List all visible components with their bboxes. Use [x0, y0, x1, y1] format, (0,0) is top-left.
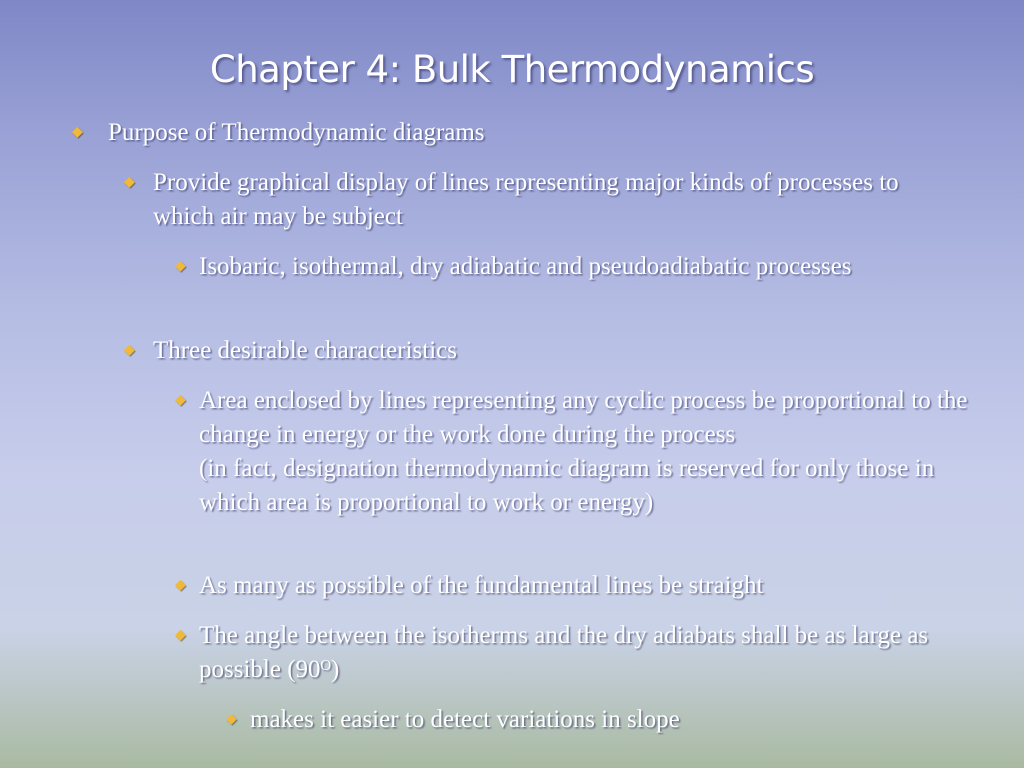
bullet-item: [124, 166, 954, 234]
bullet-text: makes it easier to detect variations in slope: [250, 706, 680, 733]
diamond-bullet-icon: ◆: [175, 259, 186, 274]
bullet-item: [72, 116, 972, 150]
bullet-text: The angle between the isotherms and the dry adiabats shall be as large as possible (90ᴼ): [199, 622, 929, 683]
bullet-text: As many as possible of the fundamental lines be straight: [199, 572, 764, 599]
bullet-text: Purpose of Thermodynamic diagrams: [108, 119, 485, 146]
bullet-text: Three desirable characteristics: [153, 337, 457, 364]
bullet-item: [175, 250, 965, 284]
diamond-bullet-icon: ◆: [124, 343, 135, 358]
bullet-text: Area enclosed by lines representing any cyclic process be proportional to the change in energy or the work done during the process: [199, 387, 968, 448]
diamond-bullet-icon: ◆: [124, 175, 135, 190]
bullet-text: Provide graphical display of lines representing major kinds of processes to which air may be subject: [153, 169, 899, 230]
diamond-bullet-icon: ◆: [175, 393, 186, 408]
bullet-item: [226, 703, 966, 737]
bullet-item: [175, 569, 975, 603]
bullet-item: [175, 619, 975, 687]
slide-title: Chapter 4: Bulk Thermodynamics: [209, 48, 815, 91]
bullet-note: (in fact, designation thermodynamic diagram is reserved for only those in which area is proportional to work or energy): [199, 455, 935, 516]
diamond-bullet-icon: ◆: [72, 125, 83, 140]
diamond-bullet-icon: ◆: [175, 578, 186, 593]
bullet-text: Isobaric, isothermal, dry adiabatic and pseudoadiabatic processes: [199, 253, 852, 280]
diamond-bullet-icon: ◆: [175, 628, 186, 643]
diamond-bullet-icon: ◆: [226, 712, 237, 727]
bullet-item: [124, 334, 954, 368]
bullet-item: [175, 384, 975, 520]
